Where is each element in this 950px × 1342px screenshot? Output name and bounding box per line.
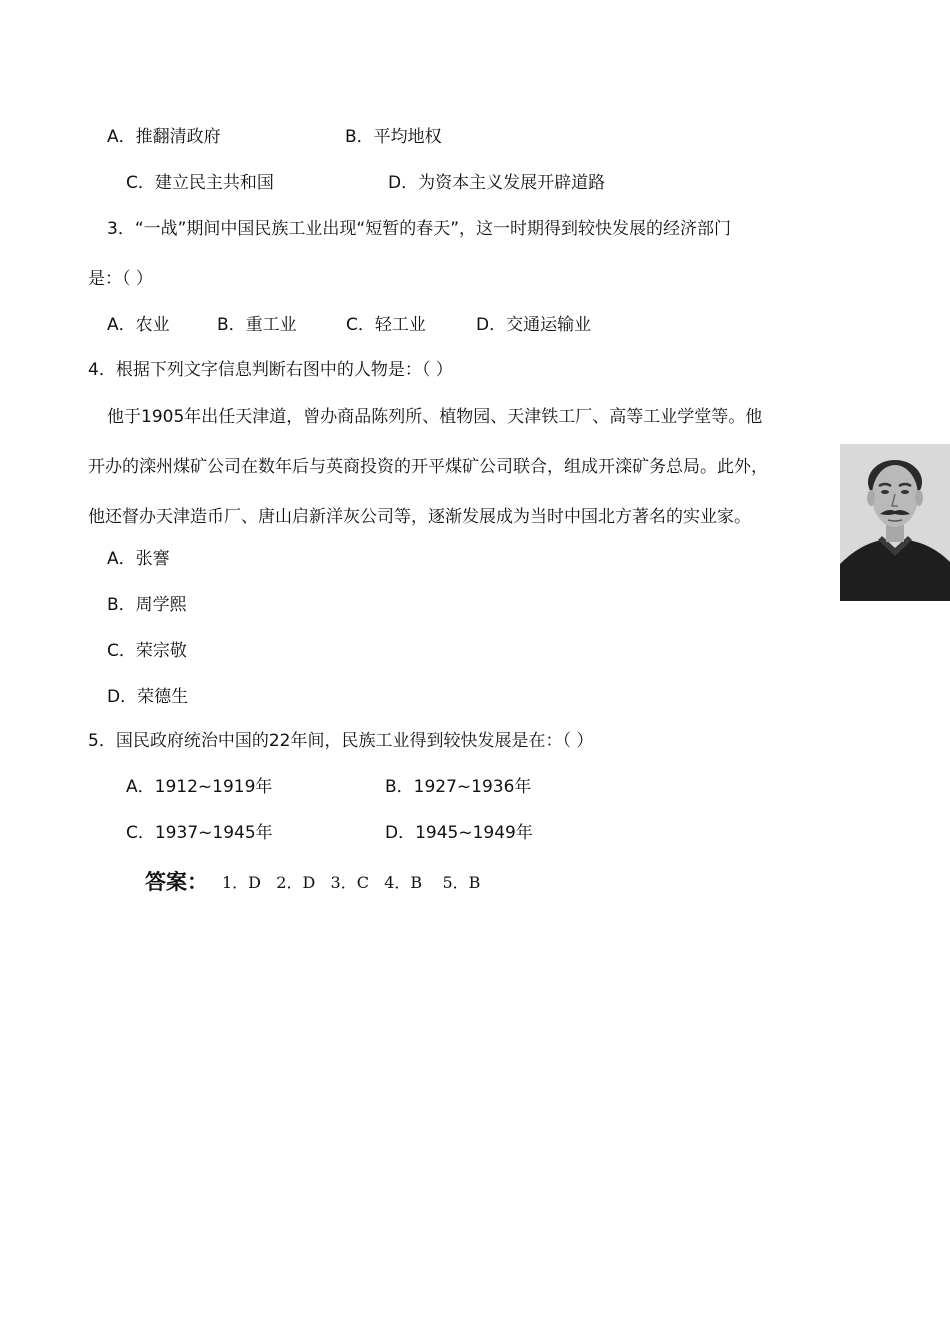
q2-option-d: D．为资本主义发展开辟道路 bbox=[388, 173, 606, 193]
q3-stem-line2: 是：（ ） bbox=[88, 269, 153, 289]
q3-stem-line1: 3．“一战”期间中国民族工业出现“短暂的春天”，这一时期得到较快发展的经济部门 bbox=[107, 219, 732, 239]
answers-text: 1．D 2．D 3．C 4．B 5．B bbox=[222, 873, 481, 892]
q4-stem: 4．根据下列文字信息判断右图中的人物是：（ ） bbox=[88, 360, 453, 380]
q5-option-d: D．1945~1949年 bbox=[385, 823, 533, 843]
q4-option-c: C．荣宗敬 bbox=[107, 641, 187, 661]
q2-option-c: C．建立民主共和国 bbox=[126, 173, 274, 193]
portrait-photo-icon bbox=[840, 444, 950, 601]
q4-option-b: B．周学熙 bbox=[107, 595, 187, 615]
q5-option-a: A．1912~1919年 bbox=[126, 777, 273, 797]
q4-option-a: A．张謇 bbox=[107, 549, 170, 569]
q4-paragraph-line3: 他还督办天津造币厂、唐山启新洋灰公司等，逐渐发展成为当时中国北方著名的实业家。 bbox=[88, 507, 751, 527]
q5-stem: 5．国民政府统治中国的22年间，民族工业得到较快发展是在：（ ） bbox=[88, 731, 594, 751]
q4-paragraph-line1: 他于1905年出任天津道，曾办商品陈列所、植物园、天津铁工厂、高等工业学堂等。他 bbox=[107, 407, 763, 427]
q2-option-a: A．推翻清政府 bbox=[107, 127, 221, 147]
q3-option-b: B．重工业 bbox=[217, 315, 297, 335]
q3-option-a: A．农业 bbox=[107, 315, 170, 335]
q5-option-c: C．1937~1945年 bbox=[126, 823, 273, 843]
q2-option-b: B．平均地权 bbox=[345, 127, 442, 147]
q3-option-d: D．交通运输业 bbox=[476, 315, 592, 335]
q3-option-c: C．轻工业 bbox=[346, 315, 426, 335]
q4-paragraph-line2: 开办的滦州煤矿公司在数年后与英商投资的开平煤矿公司联合，组成开滦矿务总局。此外， bbox=[88, 457, 768, 477]
answers-title: 答案： bbox=[145, 870, 208, 894]
q5-option-b: B．1927~1936年 bbox=[385, 777, 532, 797]
q4-option-d: D．荣德生 bbox=[107, 687, 189, 707]
